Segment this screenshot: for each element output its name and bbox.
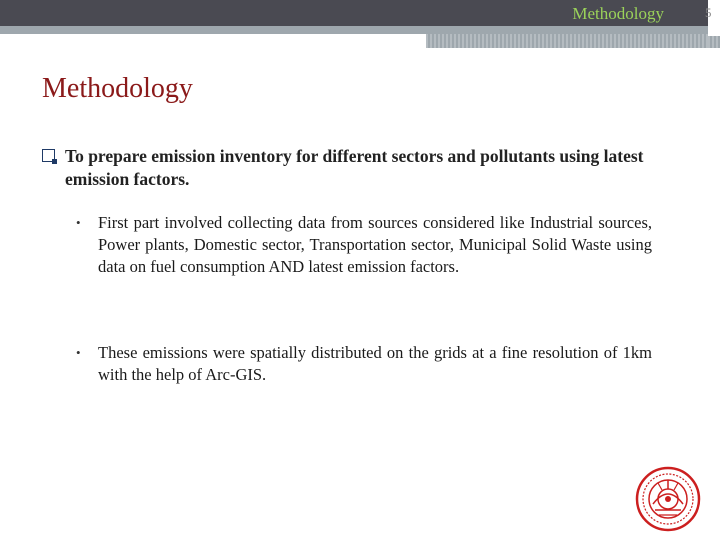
institute-seal-logo — [631, 466, 705, 532]
sub-point-2 — [76, 342, 654, 386]
sub-point-text: First part involved collecting data from sources considered like Industrial sources, Power plants, Domestic sector, Transportation sector, Municipal Solid Waste using data on fuel consumption AND latest emission factors. — [98, 213, 652, 276]
page-number: 5 — [705, 5, 712, 20]
main-point-text: To prepare emission inventory for different sectors and pollutants using latest emission factors. — [65, 146, 644, 189]
header-title: Methodology — [572, 4, 664, 23]
slide-heading: Methodology — [42, 73, 193, 104]
sub-point-text: These emissions were spatially distributed on the grids at a fine resolution of 1km with the help of Arc-GIS. — [98, 343, 652, 384]
dot-bullet-icon: • — [76, 215, 81, 230]
sub-point-1 — [76, 212, 654, 278]
header-strip-extension — [708, 36, 720, 48]
header-strip — [0, 26, 708, 34]
header-title-tab — [426, 34, 708, 48]
dot-bullet-icon: • — [76, 345, 81, 360]
main-point — [42, 145, 682, 191]
checkbox-bullet-icon — [42, 149, 55, 162]
